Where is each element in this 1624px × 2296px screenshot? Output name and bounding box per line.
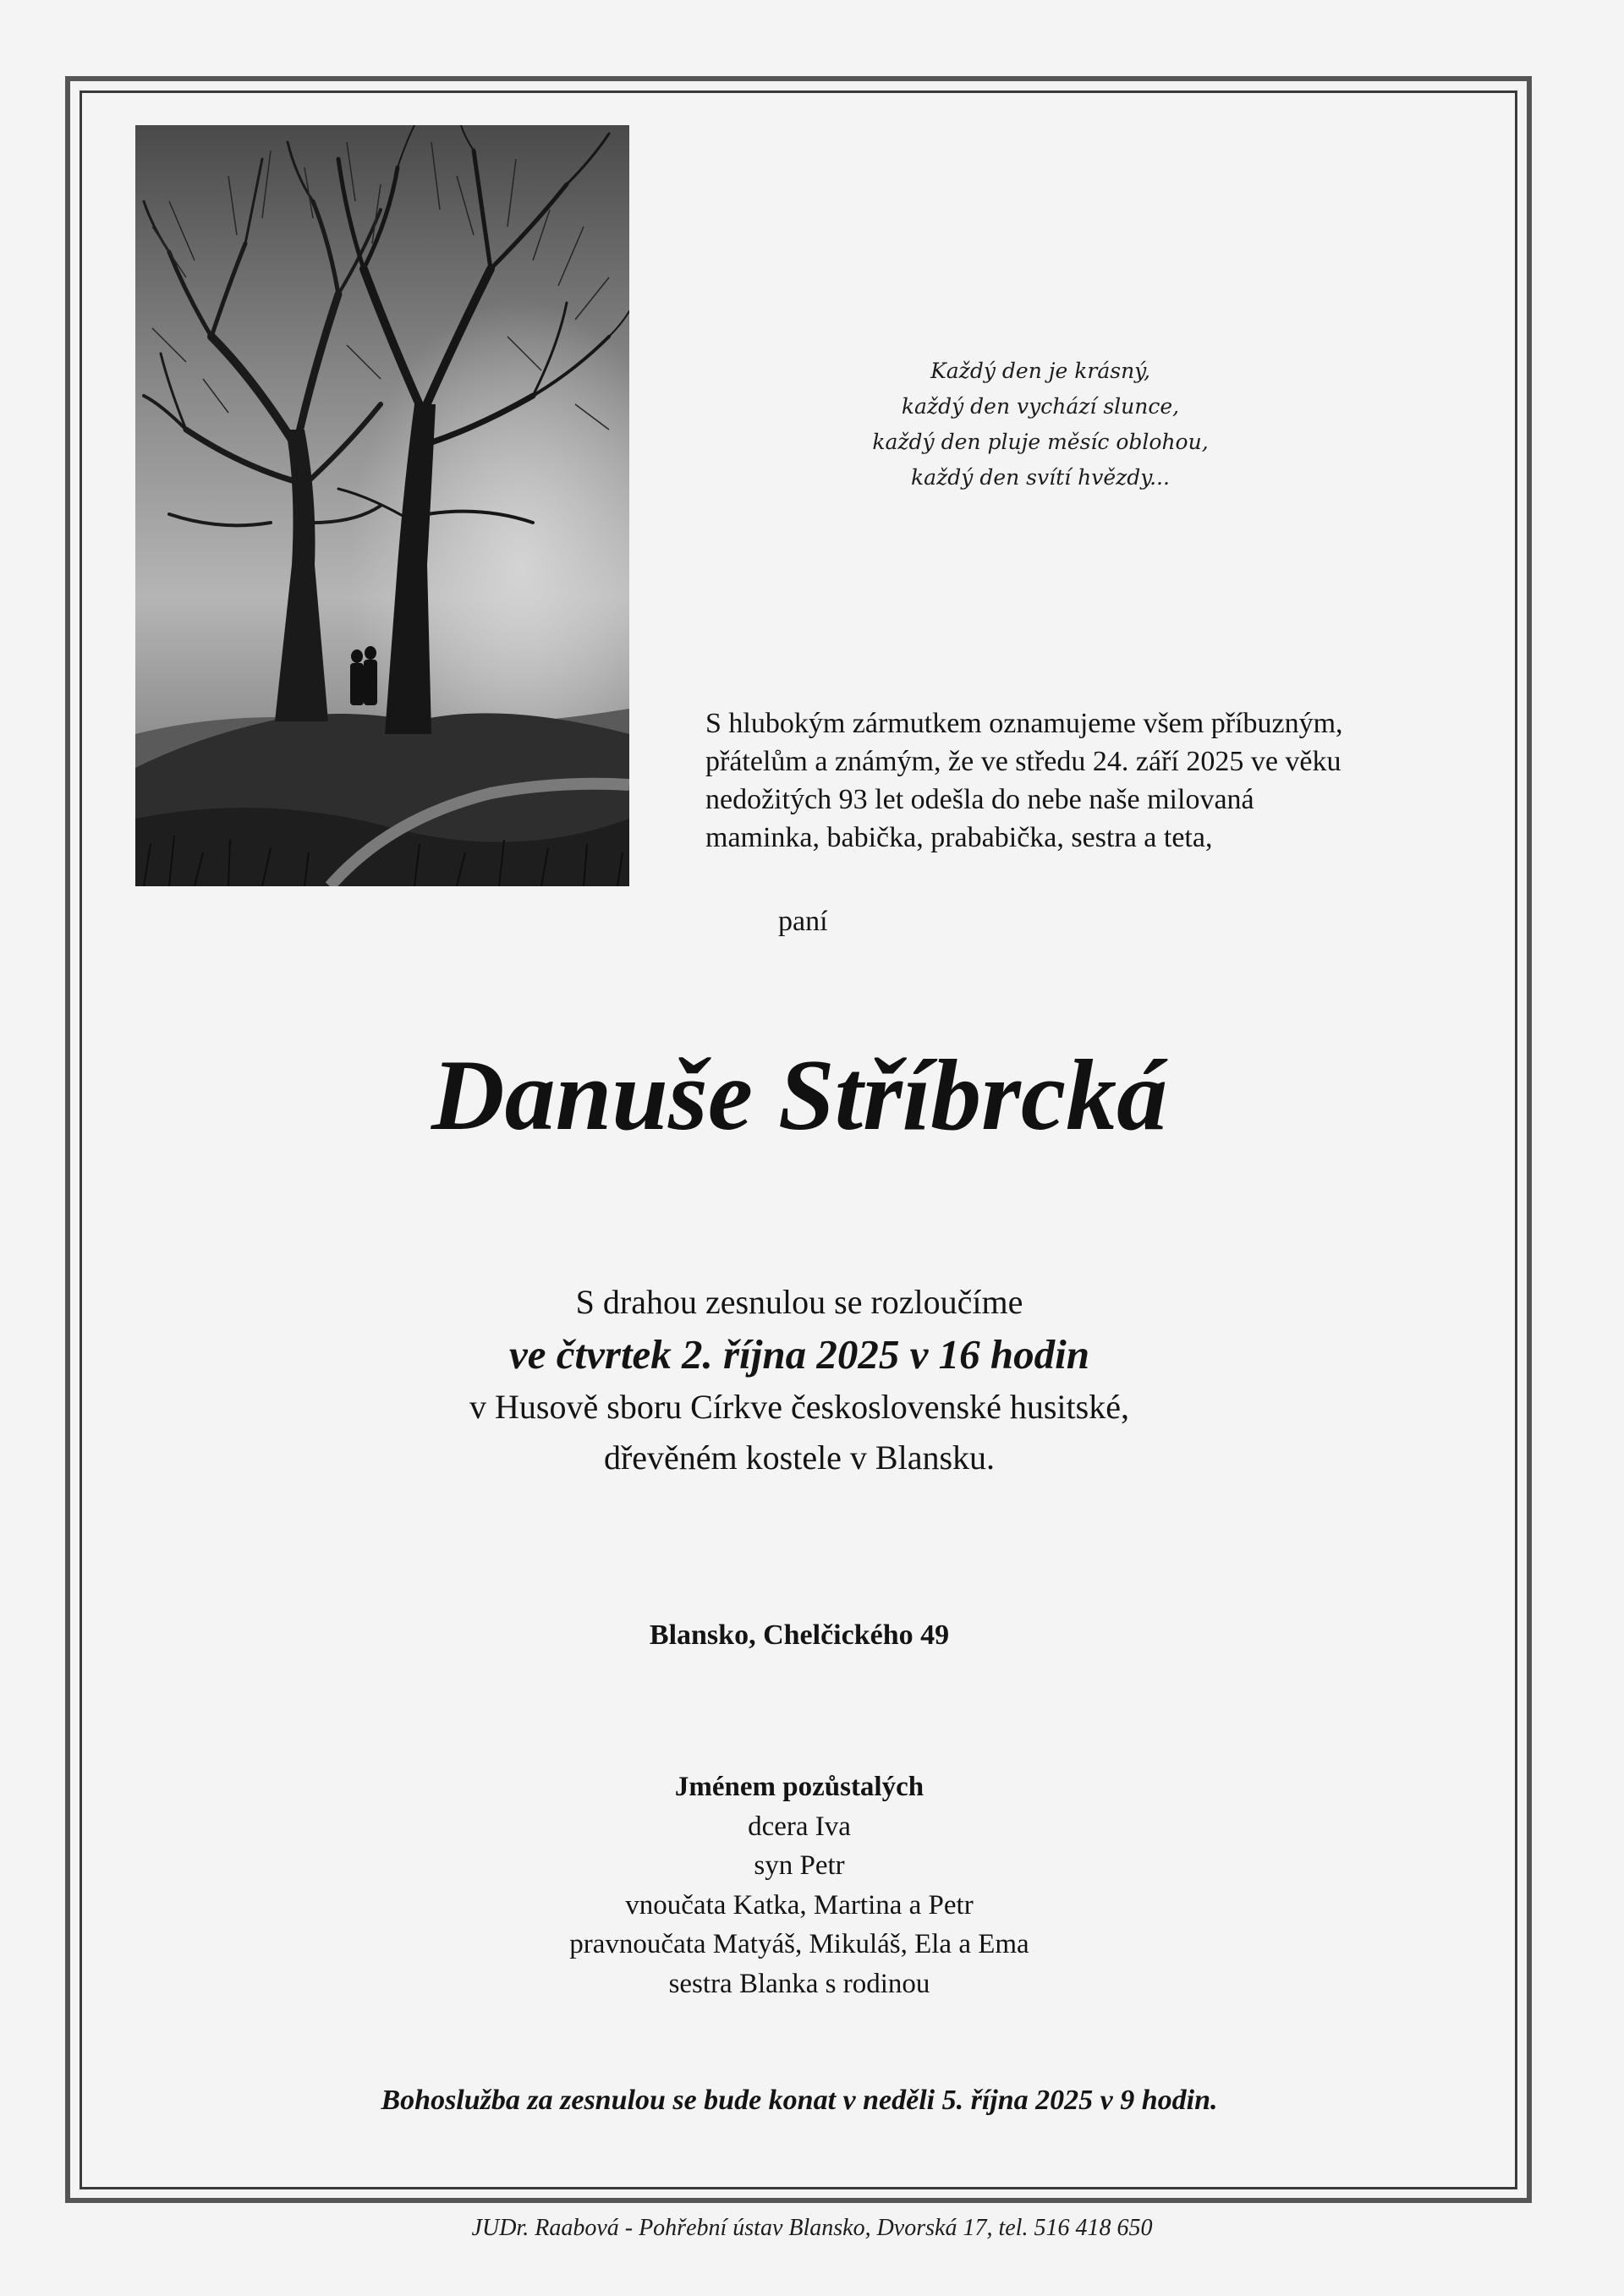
survivors-block [135, 1767, 1463, 2003]
farewell-block [135, 1277, 1463, 1483]
service-note: Bohoslužba za zesnulou se bude konat v neděli 5. října 2025 v 9 hodin. [381, 2085, 1218, 2116]
funeral-home-footer: JUDr. Raabová - Pohřební ústav Blansko, Dvorská 17, tel. 516 418 650 [471, 2215, 1153, 2241]
announcement-line: přátelům a známým, že ve středu 24. září 2025 ve věku [705, 746, 1341, 777]
farewell-date-time: ve čtvrtek 2. října 2025 v 16 hodin [509, 1331, 1089, 1378]
announcement [705, 704, 1492, 857]
verse-line: každý den pluje měsíc oblohou, [872, 430, 1209, 454]
announcement-line: S hlubokým zármutkem oznamujeme všem příbuzným, [705, 708, 1343, 739]
verse-line: každý den vychází slunce, [901, 394, 1180, 419]
deceased-name: Danuše Stříbrcká [431, 1038, 1168, 1151]
farewell-intro: S drahou zesnulou se rozloučíme [575, 1283, 1023, 1321]
salutation: paní [778, 906, 828, 937]
verse [744, 353, 1336, 496]
survivor-entry: vnoučata Katka, Martina a Petr [625, 1889, 974, 1921]
survivor-entry: pravnoučata Matyáš, Mikuláš, Ela a Ema [569, 1929, 1029, 1959]
survivor-entry: dcera Iva [748, 1811, 851, 1842]
survivor-entry: syn Petr [754, 1850, 845, 1881]
announcement-line: nedožitých 93 let odešla do nebe naše milovaná [705, 784, 1254, 815]
address: Blansko, Chelčického 49 [649, 1619, 950, 1651]
announcement-line: maminka, babička, prababička, sestra a teta, [705, 822, 1213, 853]
verse-line: Každý den je krásný, [930, 359, 1150, 383]
trees-drawing [135, 125, 629, 886]
verse-line: každý den svítí hvězdy... [911, 465, 1170, 490]
farewell-place: v Husově sboru Církve československé husitské, [469, 1388, 1129, 1426]
survivor-entry: sestra Blanka s rodinou [668, 1968, 930, 1999]
survivors-heading: Jménem pozůstalých [674, 1772, 924, 1802]
farewell-place: dřevěném kostele v Blansku. [603, 1438, 996, 1477]
